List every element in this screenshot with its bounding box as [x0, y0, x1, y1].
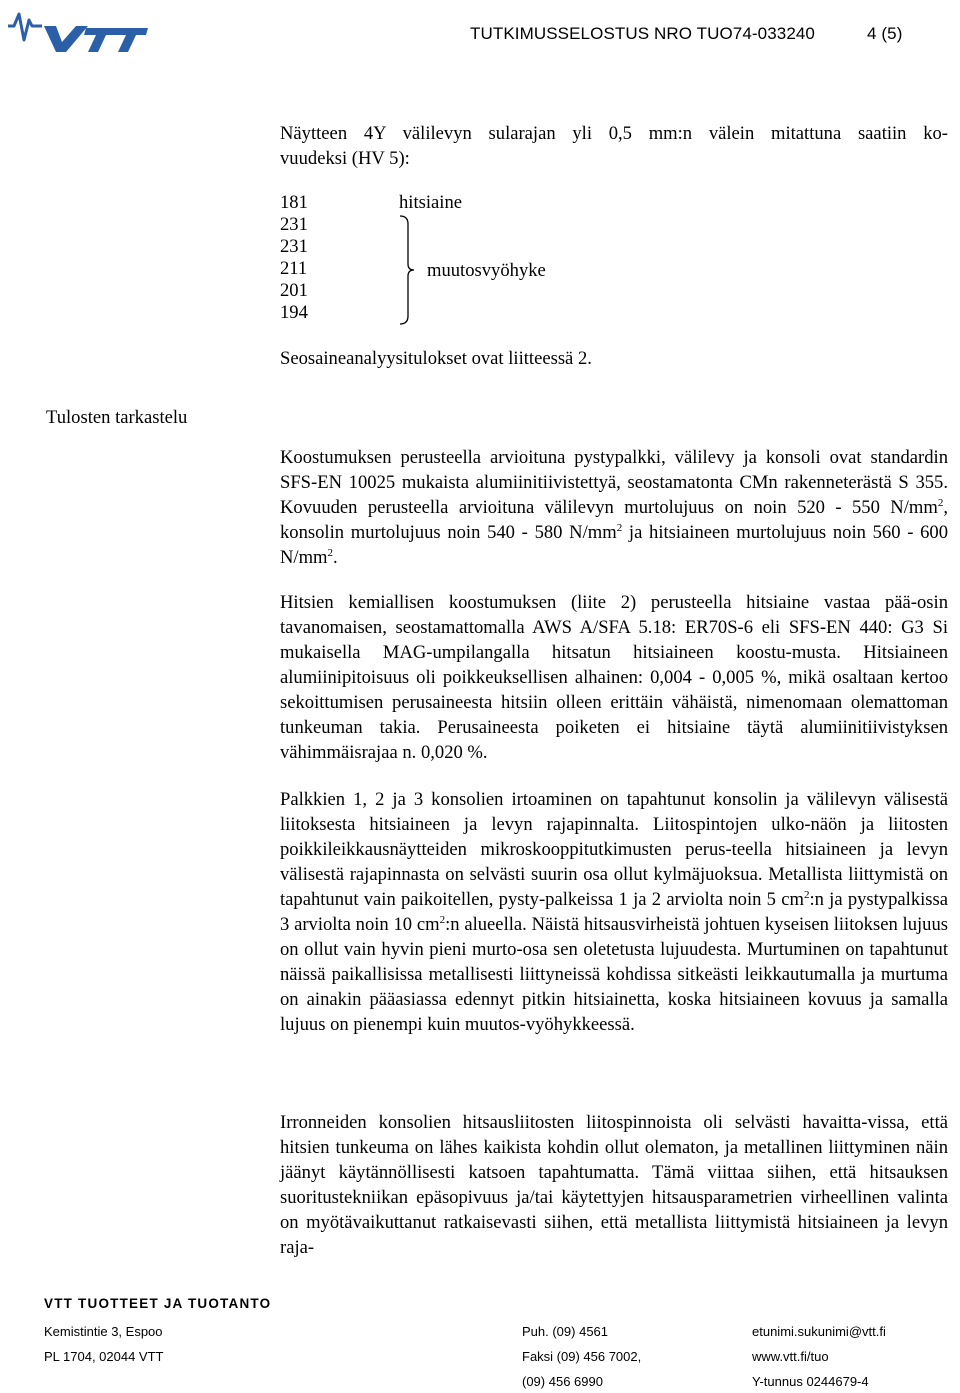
section-heading: Tulosten tarkastelu: [46, 407, 188, 428]
footer-fax-2: (09) 456 6990: [522, 1374, 603, 1389]
analysis-note: Seosaineanalyysitulokset ovat liitteessä 2.: [280, 348, 592, 369]
footer-address-2: PL 1704, 02044 VTT: [44, 1349, 164, 1364]
page-number: 4 (5): [867, 24, 903, 43]
hardness-value: 181: [280, 192, 308, 213]
report-title: TUTKIMUSSELOSTUS NRO TUO74-033240: [470, 24, 815, 43]
footer-business-id: Y-tunnus 0244679-4: [752, 1374, 869, 1389]
label-weld-metal: hitsiaine: [399, 192, 462, 213]
hardness-value: 231: [280, 214, 308, 235]
footer-phone: Puh. (09) 4561: [522, 1324, 609, 1339]
paragraph-1: Koostumuksen perusteella arvioituna pystypalkki, välilevy ja konsoli ovat standardin SFS-EN 10025 mukaista alumiinitiivistettyä, seostamatonta CMn rakenneterästä S 355. Kovuuden perusteella arvioituna välilevyn murtolujuus on noin 520 - 550 $N/mm^2$, konsolin murtolujuus noin 540 - 580 $N/mm^2$ ja hitsiaineen murtolujuus noin 560 - 600 $N/mm^2$.: [280, 447, 948, 568]
hardness-value: 231: [280, 236, 308, 257]
footer-address-1: Kemistintie 3, Espoo: [44, 1324, 163, 1339]
vtt-logo: [6, 4, 148, 54]
paragraph-4: Irronneiden konsolien hitsausliitosten liitospinnoista oli selvästi havaitta-vissa, että hitsien tunkeuma on lähes kaikista kohdin ollut olematon, ja metallinen liittyminen näin jäänyt käytännöllisesti katsoen tapahtumatta. Tämä viittaa siihen, että hitsauksen suoritustekniikan epäsopivuus ja/tai käytettyjen hitsausparametrien virheellinen valinta on myötävaikuttanut ratkaisevasti siihen, että metallista liittymistä hitsiaineen ja levyn raja-: [280, 1112, 948, 1258]
hardness-value: 211: [280, 258, 308, 279]
intro-line-1: Näytteen 4Y välilevyn sularajan yli 0,5 mm:n välein mitattuna saatiin ko-: [280, 123, 948, 144]
brace-icon: [398, 214, 418, 326]
intro-line-2: vuudeksi (HV 5):: [280, 148, 410, 169]
hardness-values: [280, 192, 340, 324]
footer-web: www.vtt.fi/tuo: [752, 1349, 829, 1364]
footer-company: VTT TUOTTEET JA TUOTANTO: [44, 1296, 272, 1311]
paragraph-2: Hitsien kemiallisen koostumuksen (liite 2) perusteella hitsiaine vastaa pää-osin tavanomaisen, seostamattomalla AWS A/SFA 5.18: ER70S-6 eli SFS-EN 440: G3 Si mukaisella MAG-umpilangalla hitsatun hitsiaineen koostu-musta. Hitsiaineen alumiinipitoisuus oli poikkeuksellisen alhainen: 0,004 - 0,005 %, mikä osaltaan kertoo sekoittumisen perusaineesta hitsiin olleen erittäin vähäistä, nimenomaan olemattoman tunkeuman takia. Perusaineesta poiketen ei hitsiaine täytä alumiinitiivistyksen vähimmäisrajaa n. 0,020 %.: [280, 592, 948, 763]
hardness-value: 201: [280, 280, 308, 301]
label-haz: muutosvyöhyke: [427, 260, 546, 281]
hardness-value: 194: [280, 302, 308, 323]
paragraph-3: Palkkien 1, 2 ja 3 konsolien irtoaminen on tapahtunut konsolin ja välilevyn välisestä liitoksesta hitsiaineen ja levyn rajapinnalta. Liitospintojen ulko-näön ja liitosten poikkileikkausnäytteiden mikroskooppitutkimusten perus-teella hitsiaineen ja levyn välisestä rajapinnasta on selvästi suurin osa ollut kylmäjuoksua. Metallista liittymistä on tapahtunut vain paikoitellen, pysty-palkeissa 1 ja 2 arviolta noin 5 $cm^2:n$ ja pystypalkissa 3 arviolta noin 10 $cm^2:n$ alueella. Näistä hitsausvirheistä johtuen kyseisen liitoksen lujuus on ollut vain hyvin pieni murto-osa sen oletetusta lujuudesta. Murtuminen on tapahtunut näissä paikallisissa metallisesti liittyneissä kohdissa sitkeästi leikkautumalla ja murtuma on ainakin pääasiassa edennyt pitkin hitsiainetta, koska hitsiaineen kovuus ja samalla lujuus on pienempi kuin muutos-vyöhykkeessä.: [280, 789, 949, 1035]
footer-email: etunimi.sukunimi@vtt.fi: [752, 1324, 886, 1339]
footer-fax-1: Faksi (09) 456 7002,: [522, 1349, 642, 1364]
